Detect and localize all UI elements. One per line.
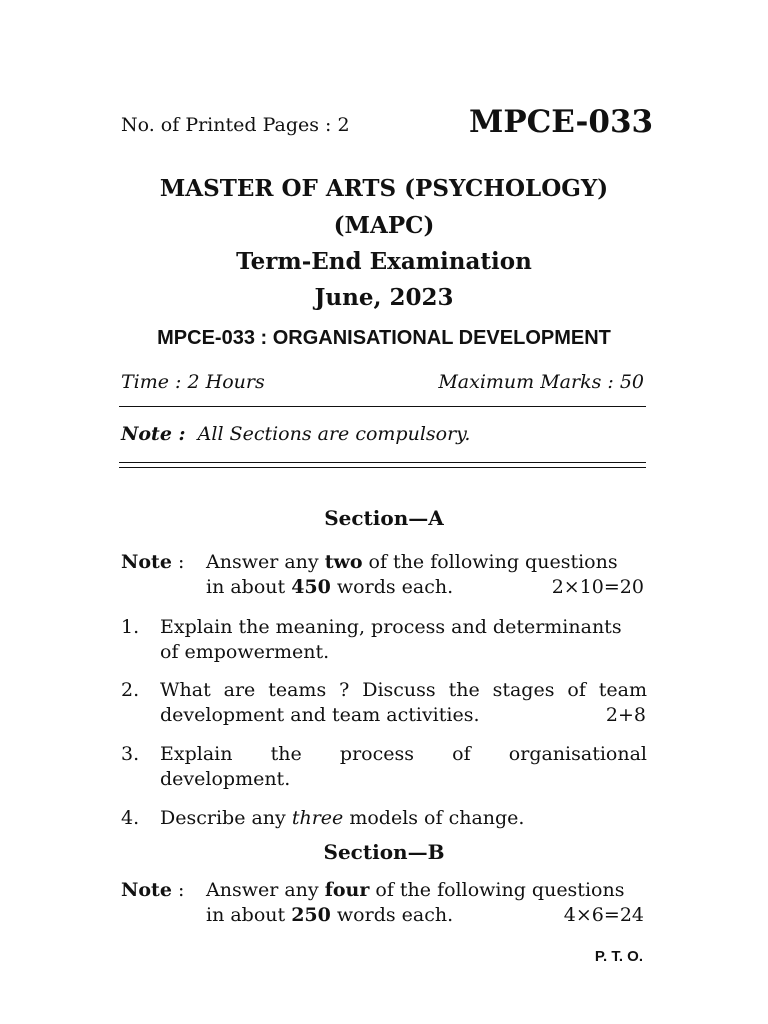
question-number: 2. <box>121 679 140 701</box>
question-2-line1: What are teams ? Discuss the stages of team <box>160 679 647 701</box>
question-number: 1. <box>121 616 140 638</box>
course-code: MPCE-033 <box>469 104 654 140</box>
general-note <box>121 423 470 445</box>
time-allowed: Time : 2 Hours <box>121 371 265 393</box>
general-note-label: Note : <box>121 423 186 445</box>
question-1-line2: of empowerment. <box>160 641 330 663</box>
question-4-line1: Describe any three models of change. <box>160 807 525 829</box>
question-number: 3. <box>121 743 140 765</box>
section-a-note-label: Note : <box>121 551 185 573</box>
section-b-note-line2: in about 250 words each. <box>206 904 454 926</box>
subject-title: MPCE-033 : ORGANISATIONAL DEVELOPMENT <box>157 327 611 349</box>
section-b-title: Section—B <box>323 840 445 864</box>
question-2-marks: 2+8 <box>605 704 646 726</box>
programme-title: (MAPC) <box>333 212 435 239</box>
section-a-marks: 2×10=20 <box>551 576 644 598</box>
general-note-text: All Sections are compulsory. <box>197 423 471 445</box>
pto-marker: P. T. O. <box>594 948 643 965</box>
double-divider-bottom <box>119 467 646 468</box>
printed-pages-text: No. of Printed Pages : 2 <box>121 114 350 136</box>
exam-date: June, 2023 <box>314 284 454 311</box>
section-b-note-line1: Answer any four of the following questions <box>206 879 625 901</box>
maximum-marks: Maximum Marks : 50 <box>438 371 644 393</box>
question-1-line1: Explain the meaning, process and determinants <box>160 616 622 638</box>
question-3-line1: Explain the process of organisational <box>160 743 647 765</box>
section-b-note-label: Note : <box>121 879 185 901</box>
double-divider-top <box>119 462 646 463</box>
section-a-note-line2: in about 450 words each. <box>206 576 454 598</box>
degree-title: MASTER OF ARTS (PSYCHOLOGY) <box>159 175 609 202</box>
section-a-title: Section—A <box>324 506 444 530</box>
section-a-note-line1: Answer any two of the following questions <box>206 551 618 573</box>
divider-line <box>119 406 646 407</box>
question-3-line2: development. <box>160 768 291 790</box>
question-number: 4. <box>121 807 140 829</box>
question-2-line2: development and team activities. <box>160 704 480 726</box>
exam-title: Term-End Examination <box>236 248 532 275</box>
section-b-marks: 4×6=24 <box>563 904 644 926</box>
